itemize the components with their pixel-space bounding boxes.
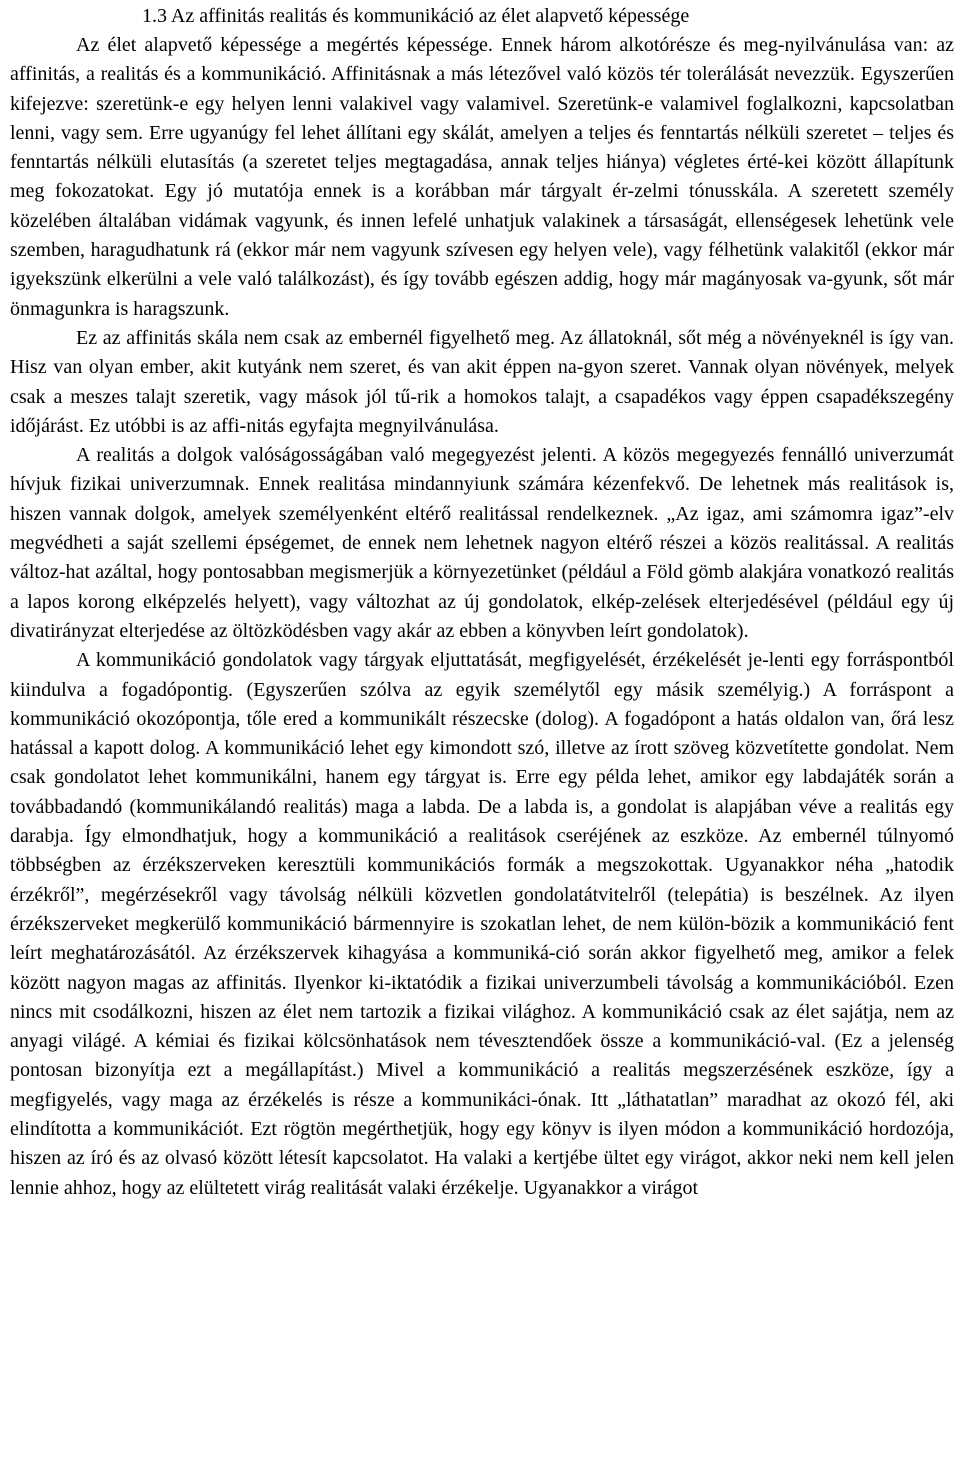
paragraph-affinity-scale: Ez az affinitás skála nem csak az embernél figyelhető meg. Az állatoknál, sőt még a növényeknél is így van. Hisz van olyan ember, akit kutyánk nem szeret, és van akit éppen na-gyon szeret. Vannak olyan növények, melyek csak a meszes talajt szeretik, vagy mások jól tű-rik a homokos talajt, a csapadékos vagy éppen csapadékszegény időjárást. Ez utóbbi is az affi-nitás egyfajta megnyilvánulása. — [10, 326, 954, 437]
paragraph-reality: A realitás a dolgok valóságosságában való megegyezést jelenti. A közös megegyezés fennálló univerzumát hívjuk fizikai univerzumnak. Ennek realitása mindannyiunk számára kézenfekvő. De lehetnek más realitások is, hiszen vannak dolgok, amelyek személyenként eltérő realitással rendelkeznek. „Az igaz, ami számomra igaz”-elv megvédheti a saját szellemi épségemet, de ennek nem lehetnek nagyon eltérő részei a közös realitással. A realitás változ-hat azáltal, hogy pontosabban megismerjük a környezetünket (például a Föld gömb alakjára vonatkozó realitás a lapos korong elképzelés helyett), vagy változhat az új gondolatok, elkép-zelések elterjedésével (például egy új divatirányzat elterjedése az öltözködésben vagy akár az ebben a könyvben leírt gondolatok). — [10, 444, 954, 642]
document-page — [10, 2, 954, 1203]
paragraph-life-ability: Az élet alapvető képessége a megértés képessége. Ennek három alkotórésze és meg-nyilvánulása van: az affinitás, a realitás és a kommunikáció. Affinitásnak a más létezővel való közös tér tolerálását nevezzük. Egyszerűen kifejezve: szeretünk-e egy helyen lenni valakivel vagy valamivel. Szeretünk-e valamivel foglalkozni, kapcsolatban lenni, vagy sem. Erre ugyanúgy fel lehet állítani egy skálát, amelyen a teljes és fenntartás nélküli szeretet – teljes és fenntartás nélküli elutasítás (a szeretet teljes megtagadása, annak teljes hiánya) végletes érté-kei között állapítunk meg fokozatokat. Egy jó mutatója ennek is a korábban már tárgyalt ér-zelmi tónusskála. A szeretett személy közelében általában vidámak vagyunk, és innen lefelé unhatjuk valakinek a társaságát, ellenségesek lehetünk vele szemben, haragudhatunk rá (ekkor már nem vagyunk szívesen egy helyen vele), vagy félhetünk valakitől (ekkor már igyekszünk elkerülni a vele való találkozást), és így tovább egészen addig, hogy már magányosak va-gyunk, sőt már önmagunkra is haragszunk. — [10, 34, 954, 320]
section-heading: 1.3 Az affinitás realitás és kommunikáció az élet alapvető képessége — [142, 5, 690, 27]
paragraph-communication: A kommunikáció gondolatok vagy tárgyak eljuttatását, megfigyelését, érzékelését je-lenti egy forráspontból kiindulva a fogadópontig. (Egyszerűen szólva az egyik személytől egy másik személyig.) A forráspont a kommunikáció okozópontja, tőle ered a kommunikált részecske (dolog). A fogadópont a hatás oldalon van, őrá lesz hatással a kapott dolog. A kommunikáció lehet egy kimondott szó, illetve az írott szöveg közvetítette gondolat. Nem csak gondolatot lehet kommunikálni, hanem egy tárgyat is. Erre egy példa lehet, amikor egy labdajáték során a továbbadandó (kommunikálandó realitás) maga a labda. De a labda is, a gondolat is alapjában véve a realitás egy darabja. Így elmondhatjuk, hogy a kommunikáció a realitások cseréjének az eszköze. Az embernél túlnyomó többségben az érzékszerveken keresztüli kommunikációs formák a megszokottak. Ugyanakkor néha „hatodik érzékről”, megérzésekről vagy távolság nélküli közvetlen gondolatátvitelről (telepátia) is beszélnek. Az ilyen érzékszerveket megkerülő kommunikáció bármennyire is szokatlan lehet, de nem külön-bözik a kommunikáció fent leírt meghatározásától. Az érzékszervek kihagyása a kommuniká-ció során akkor figyelhető meg, amikor a felek között nagyon magas az affinitás. Ilyenkor ki-iktatódik a fizikai univerzumbeli távolság a kommunikációból. Ezen nincs mit csodálkozni, hiszen az élet nem tartozik a fizikai világhoz. A kommunikáció csak az élet sajátja, nem az anyagi világé. A kémiai és fizikai kölcsönhatások nem tévesztendőek össze a kommunikáció-val. (Ez a jelenség pontosan bizonyítja ezt a megállapítást.) Mivel a kommunikáció a realitás megszerzésének eszköze, így a megfigyelés, vagy maga az érzékelés is része a kommunikáci-ónak. Itt „láthatatlan” maradhat az okozó fél, aki elindította a kommunikációt. Ezt rögtön megérthetjük, hogy egy könyv is ilyen módon a kommunikáció hordozója, hiszen az író és az olvasó között létesít kapcsolatot. Ha valaki a kertjébe ültet egy virágot, akkor neki nem kell jelen lennie ahhoz, hogy az elültetett virág realitását valaki érzékelje. Ugyanakkor a virágot — [10, 649, 954, 1199]
